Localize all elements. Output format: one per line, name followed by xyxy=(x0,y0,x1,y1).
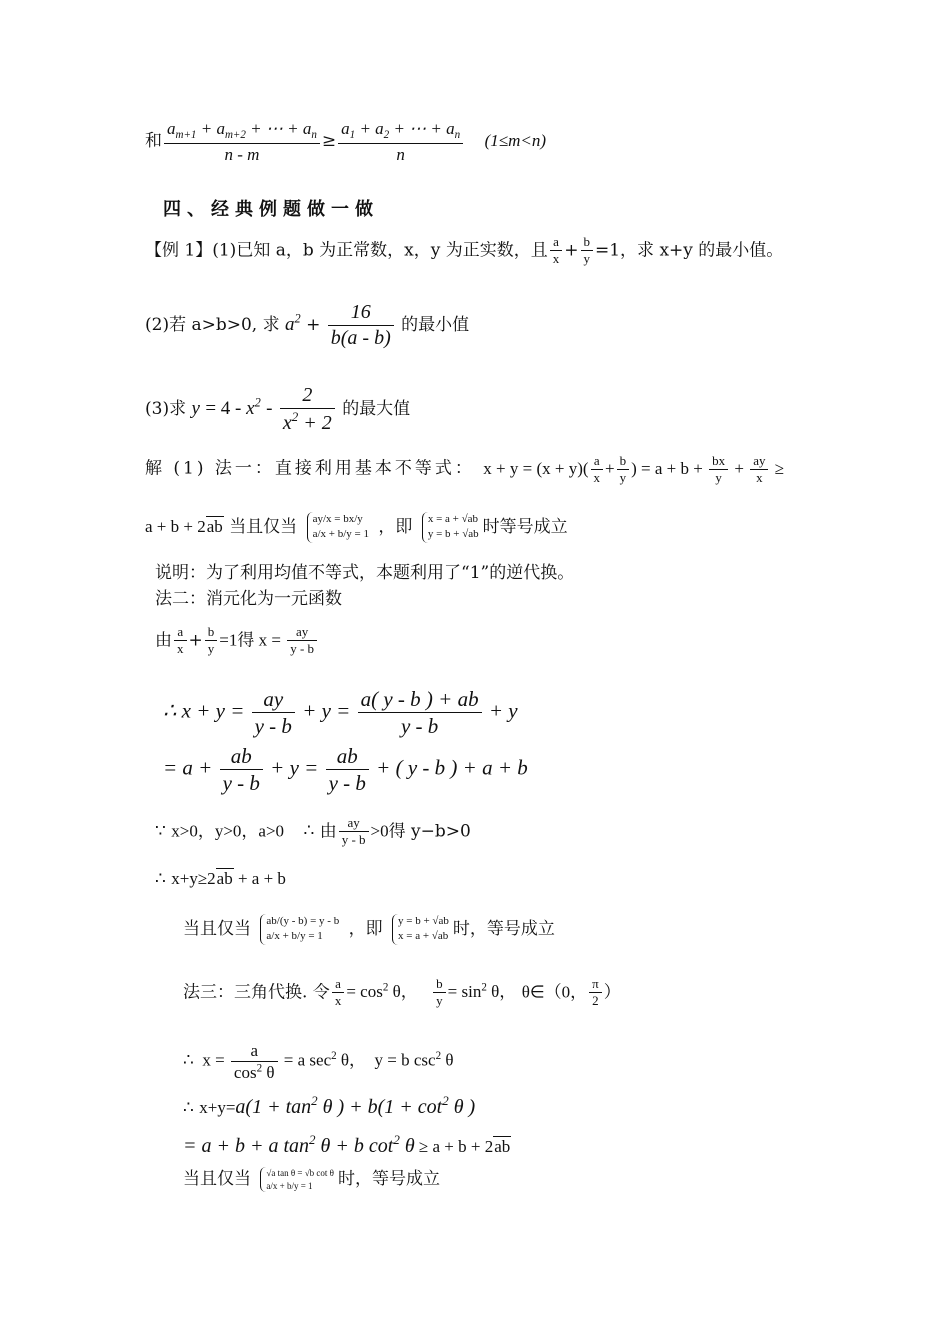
tail-mean-fraction: $\frac{a_{m+1} + a_{m+2} + \cdots + a_n}{n - m}$ xyxy=(164,118,320,165)
note-line: 说明：为了利用均值不等式，本题利用了“1”的逆代换。 xyxy=(155,563,575,583)
part2-text-a: (2)若 a>b>0, 求 xyxy=(145,315,280,335)
xy-eq: x+y= xyxy=(199,1097,236,1117)
frac-16-over-b-ab: $\frac{16}{b(a - b)}$ xyxy=(328,300,394,351)
method2-equality-line xyxy=(183,914,555,945)
system-1: ay/x = bx/y a/x + b/y = 1 xyxy=(307,512,369,543)
xy-ge: x+y≥ xyxy=(171,869,208,888)
example1-part1: 【例 1】(1)已知 a，b 为正常数，x，y 为正实数，且 $\frac{a}{x}$ + $\frac{b}{y}$ =1，求 x+y 的最小值。 xyxy=(145,234,784,267)
method3-xy: ∴ x = $\frac{a}{\cos^2 \theta}$ = a $\sec^2 \theta$， y = b $\csc^2 \theta$ xyxy=(183,1041,454,1083)
method3-label: 法三：三角代换. 令 xyxy=(183,982,330,1003)
when-only-when-3: 当且仅当 xyxy=(183,1169,251,1190)
ie-2: ，即 xyxy=(348,918,383,939)
method2-substitution: 由 $\frac{a}{x}$ + $\frac{b}{y}$ =1得 x = $\frac{ay}{y - b}$ xyxy=(155,624,319,658)
equal-holds-3: 时，等号成立 xyxy=(337,1169,440,1190)
example1-part3: (3)求 $y = 4 - x^2$ - $\frac{2}{x^2 + 2}$ 的最大值 xyxy=(145,384,411,434)
by-1: 由 xyxy=(155,630,172,651)
equal-holds-2: 时，等号成立 xyxy=(452,918,555,939)
get-y-minus-b: 得 y−b>0 xyxy=(388,821,471,842)
theta-range: θ∈（0， xyxy=(521,982,588,1002)
system-3: ab/(y - b) = y - b a/x + b/y = 1 xyxy=(260,914,339,945)
part2-text-b: 的最小值 xyxy=(401,315,470,335)
therefore-3: ∴ xyxy=(183,1097,194,1118)
therefore-2: ∴ xyxy=(183,1050,194,1070)
frac-2-over-x2-plus-2: $\frac{2}{x^2 + 2}$ xyxy=(280,383,335,436)
full-mean-fraction: $\frac{a_1 + a_2 + \cdots + a_n}{n}$ xyxy=(338,118,463,165)
therefore-0: ∴ xyxy=(303,821,315,842)
method1-equality-line: a + b + 2ab 当且仅当 ay/x = bx/y a/x + b/y = 1 ，即 x = a + √ab y = b + √ab 时等号成立 xyxy=(145,512,568,543)
part3-text-a: (3)求 xyxy=(145,398,187,419)
method3-expanded: = a + b + a $\tan^2 \theta + b$ $\cot^2 \theta \ge a + b + 2ab$ xyxy=(183,1132,511,1157)
method2-condition: ∵ x>0，y>0，a>0 ∴ 由 $\frac{ay}{y - b}$ >0得 y−b>0 xyxy=(155,815,471,848)
by-2: 由 xyxy=(319,821,337,842)
method3-sum: ∴ $x+y=a(1 + \tan^2 \theta$ ) + $b(1 + \cot^2 \theta$ ) xyxy=(183,1093,476,1118)
equal-holds-1: 时等号成立 xyxy=(482,516,568,537)
example-tag: 【例 1】 xyxy=(145,240,213,261)
when-only-when-2: 当且仅当 xyxy=(183,918,251,939)
theta-close: ） xyxy=(603,982,621,1003)
method3-line: 法三：三角代换. 令 $\frac{a}{x}$ = $\cos^2 \theta$， $\frac{b}{y}$ = $\sin^2 \theta$， θ∈（0， $\frac{\pi}{2}$ ） xyxy=(183,976,621,1009)
part1-text-a: (1)已知 a，b 为正常数，x，y 为正实数，且 xyxy=(212,240,548,261)
positivity-conditions: x>0，y>0，a>0 xyxy=(171,821,285,841)
get-1: 得 xyxy=(237,630,255,651)
example1-part2: (2)若 a>b>0, 求 $a^2$ + $\frac{16}{b(a - b)}$ 的最小值 xyxy=(145,301,470,349)
method2-eq2: = a + $\frac{ab}{y - b}$ + y = $\frac{ab}{y - b}$ + ( y - b ) + a + b xyxy=(163,744,528,796)
method1-line: 解 (1) 法一：直接利用基本不等式： x + y = (x + y)( $\frac{a}{x}$ + $\frac{b}{y}$ ) = a + b + $\frac{bx}{y}$ + $\frac{ay}{x}$ ≥ xyxy=(145,453,785,486)
therefore-1: ∴ xyxy=(155,869,166,889)
mean-inequality-line xyxy=(145,118,546,165)
method2-label: 法二：消元化为一元函数 xyxy=(155,589,342,609)
method3-equality-line xyxy=(183,1167,440,1192)
because-1: ∵ xyxy=(155,821,166,842)
he-prefix: 和 xyxy=(145,130,162,151)
method1-label: 解 (1) 法一：直接利用基本不等式： xyxy=(145,458,475,479)
ie-1: ，即 xyxy=(378,516,413,537)
frac-a-over-x: $\frac{a}{x}$ xyxy=(550,234,563,268)
frac-b-over-y: $\frac{b}{y}$ xyxy=(581,234,594,268)
ge-sign: ≥ xyxy=(321,130,337,151)
index-condition: (1≤m<n) xyxy=(484,130,546,150)
system-5: √a tan θ = √b cot θ a/x + b/y = 1 xyxy=(260,1167,334,1192)
system-2: x = a + √ab y = b + √ab xyxy=(422,512,479,543)
system-4: y = b + √ab x = a + √ab xyxy=(392,914,449,945)
section-heading: 四、经典例题做一做 xyxy=(163,199,379,220)
method2-result: ∴ x+y≥2ab + a + b xyxy=(155,869,286,889)
part1-text-b: =1，求 x+y 的最小值。 xyxy=(595,240,784,261)
when-only-when-1: 当且仅当 xyxy=(229,516,298,537)
part3-text-b: 的最大值 xyxy=(342,398,411,419)
method2-eq1: ∴ x + y = $\frac{ay}{y - b}$ + y = $\frac{a( y - b ) + ab}{y - b}$ + y xyxy=(163,687,518,739)
